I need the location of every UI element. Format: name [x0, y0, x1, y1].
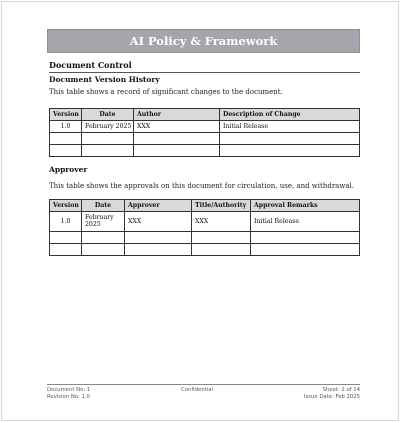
table-cell: February 2025 — [82, 212, 125, 232]
table-cell — [251, 232, 360, 244]
revision-number: Revision No: 1.0 — [47, 394, 90, 401]
table-row — [50, 121, 360, 133]
document-title: AI Policy & Framework — [47, 29, 360, 53]
issue-date: Issue Date: Feb 2025 — [303, 394, 360, 401]
footer-left — [47, 387, 90, 401]
footer-right — [304, 387, 360, 401]
table-row — [50, 232, 360, 244]
table-cell — [134, 133, 220, 145]
table-header-row — [50, 109, 360, 121]
approver-heading: Approver — [49, 165, 88, 174]
table-cell — [82, 133, 134, 145]
table-cell — [82, 232, 125, 244]
table-cell — [125, 232, 192, 244]
sheet-number: Sheet: 2 of 14 — [322, 387, 360, 393]
classification-label: Confidential — [181, 387, 213, 393]
table-cell: February 2025 — [82, 121, 134, 133]
column-header: Author — [134, 109, 220, 121]
approver-table — [49, 199, 360, 256]
column-header: Version — [50, 200, 82, 212]
document-number: Document No: 1 — [47, 387, 91, 393]
version-history-description: This table shows a record of significant changes to the document. — [49, 88, 283, 96]
table-cell — [192, 244, 251, 256]
version-history-heading: Document Version History — [49, 75, 160, 84]
table-row — [50, 133, 360, 145]
table-cell — [82, 244, 125, 256]
approver-description: This table shows the approvals on this document for circulation, use, and withdrawal. — [49, 182, 354, 190]
table-cell: Initial Release — [251, 212, 360, 232]
table-cell: XXX — [134, 121, 220, 133]
footer-center — [181, 387, 213, 401]
table-cell: Initial Release — [220, 121, 360, 133]
table-cell: XXX — [192, 212, 251, 232]
column-header: Title/Authority — [192, 200, 251, 212]
table-cell: 1.0 — [50, 212, 82, 232]
table-cell — [251, 244, 360, 256]
table-header-row — [50, 200, 360, 212]
table-cell — [50, 244, 82, 256]
document-page — [1, 1, 399, 421]
column-header: Approval Remarks — [251, 200, 360, 212]
table-cell — [220, 145, 360, 157]
table-cell: 1.0 — [50, 121, 82, 133]
table-row — [50, 145, 360, 157]
table-cell — [192, 232, 251, 244]
column-header: Approver — [125, 200, 192, 212]
column-header: Date — [82, 109, 134, 121]
document-control-heading: Document Control — [49, 60, 360, 73]
table-cell — [134, 145, 220, 157]
column-header: Description of Change — [220, 109, 360, 121]
table-cell: XXX — [125, 212, 192, 232]
version-history-table — [49, 108, 360, 157]
table-cell — [82, 145, 134, 157]
column-header: Date — [82, 200, 125, 212]
table-cell — [50, 145, 82, 157]
table-cell — [50, 232, 82, 244]
table-row — [50, 212, 360, 232]
page-footer — [47, 384, 360, 401]
table-cell — [50, 133, 82, 145]
table-cell — [220, 133, 360, 145]
table-row — [50, 244, 360, 256]
table-cell — [125, 244, 192, 256]
column-header: Version — [50, 109, 82, 121]
